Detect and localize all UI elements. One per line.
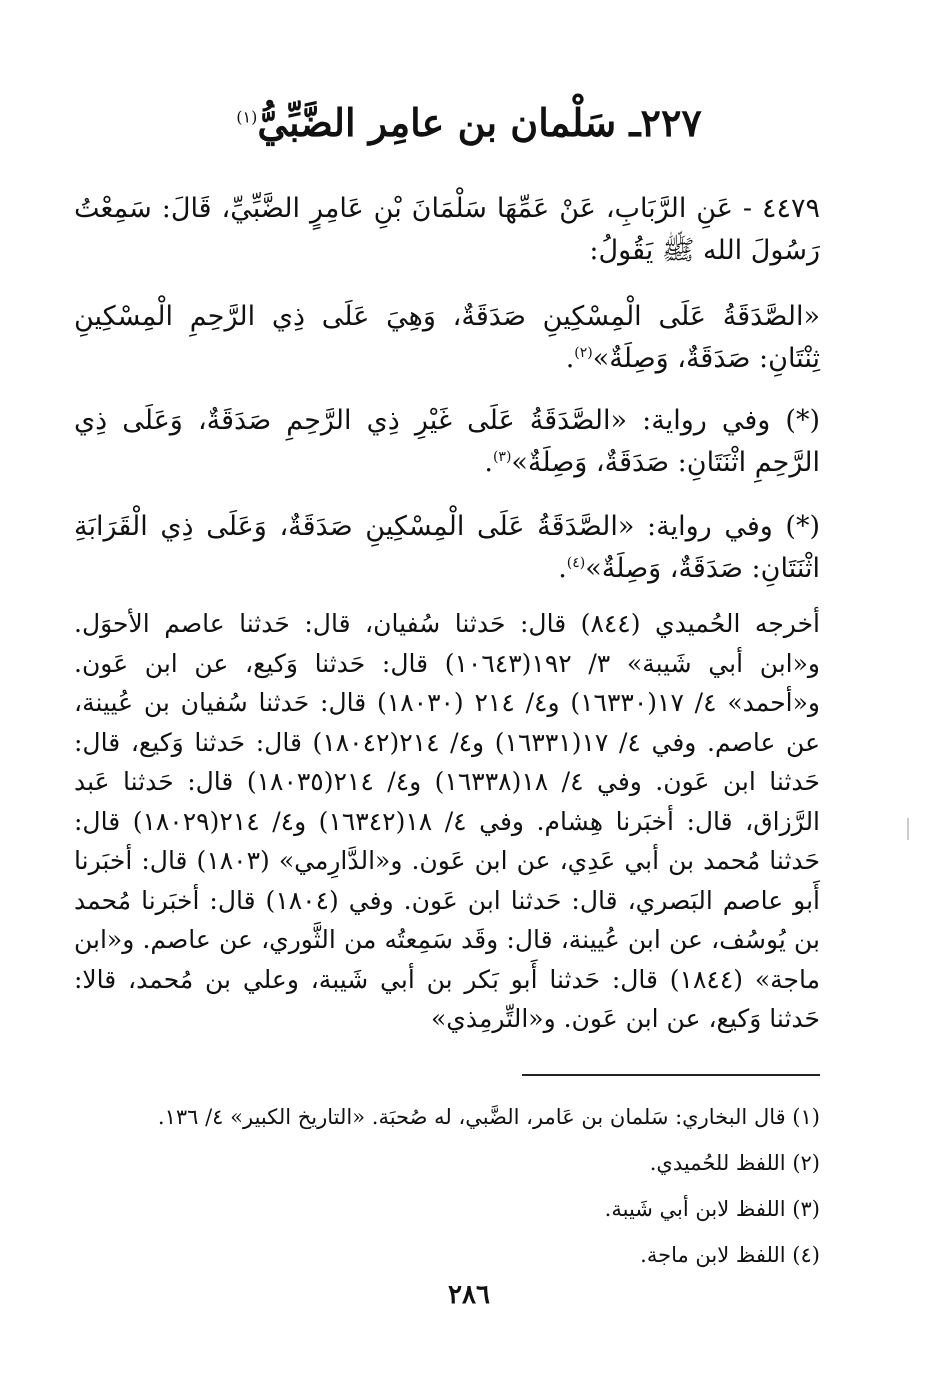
takhrij-paragraph: أخرجه الحُميدي (٨٤٤) قال: حَدثنا سُفيان، قال: حَدثنا عاصم الأحوَل. و«ابن أبي شَيبة» ٣/ ١٩٢(١٠٦٤٣) قال: حَدثنا وَكيع، عن ابن عَون. و«أحمد» ٤/ ١٧(١٦٣٣٠) و٤/ ٢١٤ (١٨٠٣٠) قال: حَدثنا سُفيان بن عُيينة، عن عاصم. وفي ٤/ ١٧(١٦٣٣١) و٤/ ٢١٤(١٨٠٤٢) قال: حَدثنا وَكيع، قال: حَدثنا ابن عَون. وفي ٤/ ١٨(١٦٣٣٨) و٤/ ٢١٤(١٨٠٣٥) قال: حَدثنا عَبد الرَّزاق، قال: أخبَرنا هِشام. وفي ٤/ ١٨(١٦٣٤٢) و٤/ ٢١٤(١٨٠٢٩) قال: حَدثنا مُحمد بن أبي عَدِي، عن ابن عَون. و«الدَّارِمي» (١٨٠٣) قال: أخبَرنا أَبو عاصم البَصري، قال: حَدثنا ابن عَون. وفي (١٨٠٤) قال: أخبَرنا مُحمد بن يُوسُف، عن ابن عُيينة، قال: وقَد سَمِعتُه من الثَّوري، عن عاصم. و«ابن ماجة» (١٨٤٤) قال: حَدثنا أَبو بَكر بن أبي شَيبة، وعلي بن مُحمد، قالا: حَدثنا وَكيع، عن ابن عَون. و«التِّرمِذي» bbox=[74, 609, 821, 1033]
footnote: (٤) اللفظ لابن ماجة. bbox=[640, 1243, 820, 1267]
footnotes bbox=[74, 1094, 820, 1278]
footnote: (٣) اللفظ لابن أبي شَيبة. bbox=[604, 1197, 820, 1221]
riwaya-text: (*) وفي رواية: «الصَّدَقَةُ عَلَى الْمِسْكِينِ صَدَقَةٌ، وَعَلَى ذِي الْقَرَابَةِ اثْنَتَانِ: صَدَقَةٌ، وَصِلَةٌ» bbox=[74, 511, 820, 584]
riwaya-paragraph: (*) وفي رواية: «الصَّدَقَةُ عَلَى الْمِسْكِينِ صَدَقَةٌ، وَعَلَى ذِي الْقَرَابَةِ اثْنَتَانِ: صَدَقَةٌ، وَصِلَةٌ»$^{(٤)}$. bbox=[74, 511, 820, 584]
chapter-heading bbox=[0, 100, 938, 145]
footnote: (١) قال البخاري: سَلمان بن عَامر، الضَّبي، له صُحبَة. «التاريخ الكبير» ٤/ ١٣٦. bbox=[157, 1105, 820, 1129]
footnote-marker: (٤) bbox=[566, 555, 586, 571]
scan-mark bbox=[907, 818, 909, 840]
footnote: (٢) اللفظ للحُميدي. bbox=[649, 1151, 820, 1175]
riwaya-text: (*) وفي رواية: «الصَّدَقَةُ عَلَى غَيْرِ ذِي الرَّحِمِ صَدَقَةٌ، وَعَلَى ذِي الرَّحِمِ اثْنَتَانِ: صَدَقَةٌ، وَصِلَةٌ» bbox=[74, 405, 820, 478]
chapter-title: ـ سَلْمان بن عامِر الضَّبِّيُّ bbox=[257, 100, 641, 145]
matn-text: «الصَّدَقَةُ عَلَى الْمِسْكِينِ صَدَقَةٌ، وَهِيَ عَلَى ذِي الرَّحِمِ الْمِسْكِينِ ثِنْتَانِ: صَدَقَةٌ، وَصِلَةٌ» bbox=[74, 301, 820, 374]
footnote-marker: (٣) bbox=[492, 449, 512, 465]
hadith-matn: «الصَّدَقَةُ عَلَى الْمِسْكِينِ صَدَقَةٌ، وَهِيَ عَلَى ذِي الرَّحِمِ الْمِسْكِينِ ثِنْتَانِ: صَدَقَةٌ، وَصِلَةٌ»$^{(٢)}$. bbox=[74, 301, 820, 374]
hadith-number: ٤٤٧٩ bbox=[761, 193, 820, 224]
footnote-separator bbox=[522, 1074, 820, 1076]
footnote-marker: (١) bbox=[236, 107, 258, 127]
riwaya-paragraph: (*) وفي رواية: «الصَّدَقَةُ عَلَى غَيْرِ ذِي الرَّحِمِ صَدَقَةٌ، وَعَلَى ذِي الرَّحِمِ اثْنَتَانِ: صَدَقَةٌ، وَصِلَةٌ»$^{(٣)}$. bbox=[74, 405, 820, 478]
footnote-marker: (٢) bbox=[574, 345, 593, 361]
page-number: ٢٨٦ bbox=[448, 1280, 490, 1310]
chapter-number: ٢٢٧ bbox=[640, 100, 702, 145]
hadith-intro bbox=[74, 188, 820, 272]
hadith-text: - عَنِ الرَّبَابِ، عَنْ عَمِّهَا سَلْمَانَ بْنِ عَامِرٍ الضَّبِّيِّ، قَالَ: سَمِعْتُ رَسُولَ الله ﷺ يَقُولُ: bbox=[74, 193, 820, 266]
